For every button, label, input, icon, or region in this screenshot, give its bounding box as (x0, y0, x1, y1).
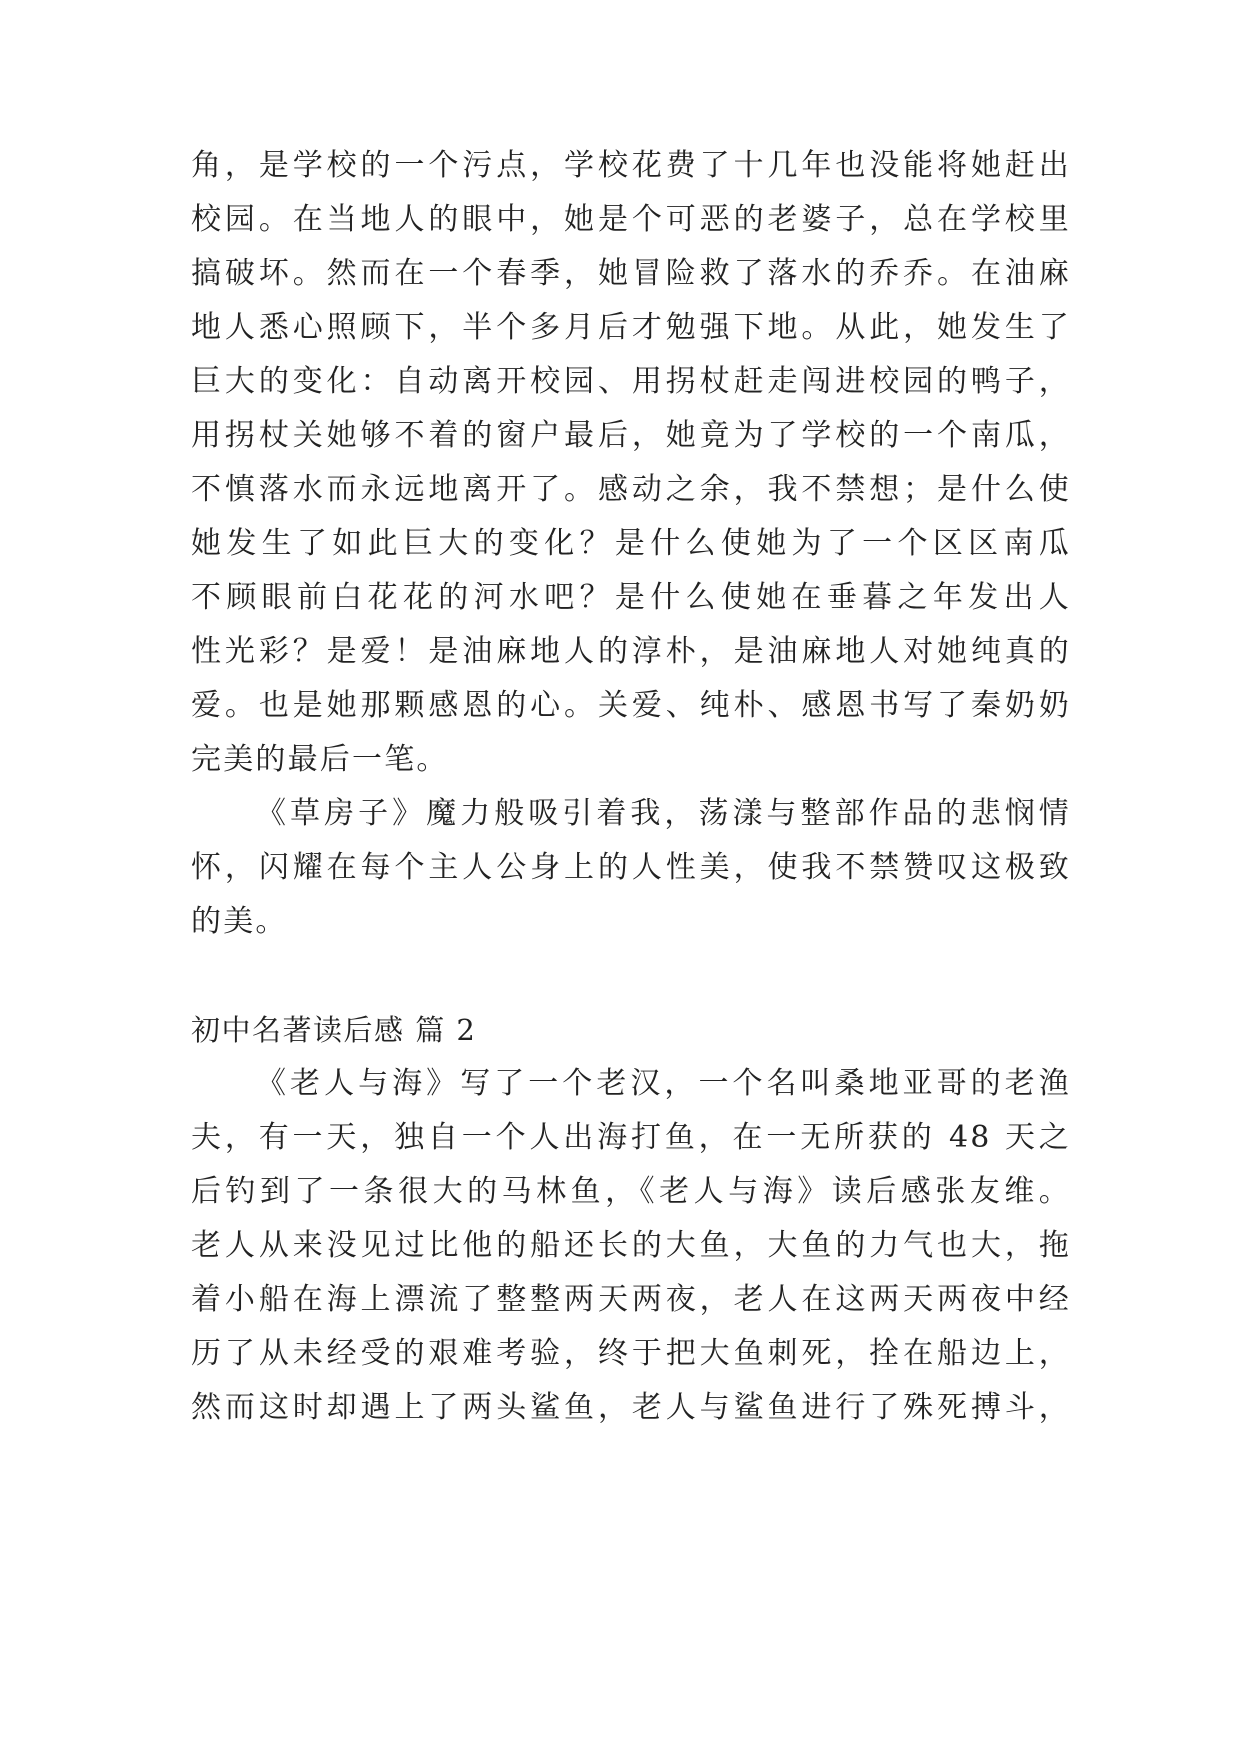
paragraph-line: 地人悉心照顾下，半个多月后才勉强下地。从此，她发生了 (191, 310, 1071, 345)
paragraph-line: 性光彩？是爱！是油麻地人的淳朴，是油麻地人对她纯真的 (191, 634, 1071, 669)
paragraph-line: 然而这时却遇上了两头鲨鱼，老人与鲨鱼进行了殊死搏斗， (191, 1390, 1071, 1425)
paragraph-line: 爱。也是她那颗感恩的心。关爱、纯朴、感恩书写了秦奶奶 (191, 688, 1071, 723)
paragraph-line: 《草房子》魔力般吸引着我，荡漾与整部作品的悲悯情 (256, 796, 1071, 831)
paragraph-line: 《老人与海》写了一个老汉，一个名叫桑地亚哥的老渔 (256, 1066, 1071, 1101)
paragraph-line: 不顾眼前白花花的河水吧？是什么使她在垂暮之年发出人 (191, 580, 1071, 615)
paragraph-line: 完美的最后一笔。 (191, 742, 449, 777)
paragraph-line: 着小船在海上漂流了整整两天两夜，老人在这两天两夜中经 (191, 1282, 1071, 1317)
paragraph-line: 搞破坏。然而在一个春季，她冒险救了落水的乔乔。在油麻 (191, 256, 1071, 291)
paragraph-line: 用拐杖关她够不着的窗户最后，她竟为了学校的一个南瓜， (191, 418, 1071, 453)
paragraph-line: 校园。在当地人的眼中，她是个可恶的老婆子，总在学校里 (191, 202, 1071, 237)
paragraph-line: 她发生了如此巨大的变化？是什么使她为了一个区区南瓜 (191, 526, 1071, 561)
paragraph-line: 后钓到了一条很大的马林鱼，《老人与海》读后感张友维。 (191, 1174, 1071, 1209)
paragraph-line: 历了从未经受的艰难考验，终于把大鱼刺死，拴在船边上， (191, 1336, 1071, 1371)
paragraph-line: 巨大的变化：自动离开校园、用拐杖赶走闯进校园的鸭子， (191, 364, 1071, 399)
section-heading: 初中名著读后感 篇 2 (191, 1013, 477, 1047)
paragraph-line: 老人从来没见过比他的船还长的大鱼，大鱼的力气也大，拖 (191, 1228, 1071, 1263)
paragraph-line: 夫，有一天，独自一个人出海打鱼，在一无所获的 48 天之 (191, 1120, 1071, 1155)
paragraph-line: 怀，闪耀在每个主人公身上的人性美，使我不禁赞叹这极致 (191, 850, 1071, 885)
paragraph-line: 角，是学校的一个污点，学校花费了十几年也没能将她赶出 (191, 148, 1071, 183)
paragraph-line: 不慎落水而永远地离开了。感动之余，我不禁想；是什么使 (191, 472, 1071, 507)
paragraph-line: 的美。 (191, 904, 288, 939)
